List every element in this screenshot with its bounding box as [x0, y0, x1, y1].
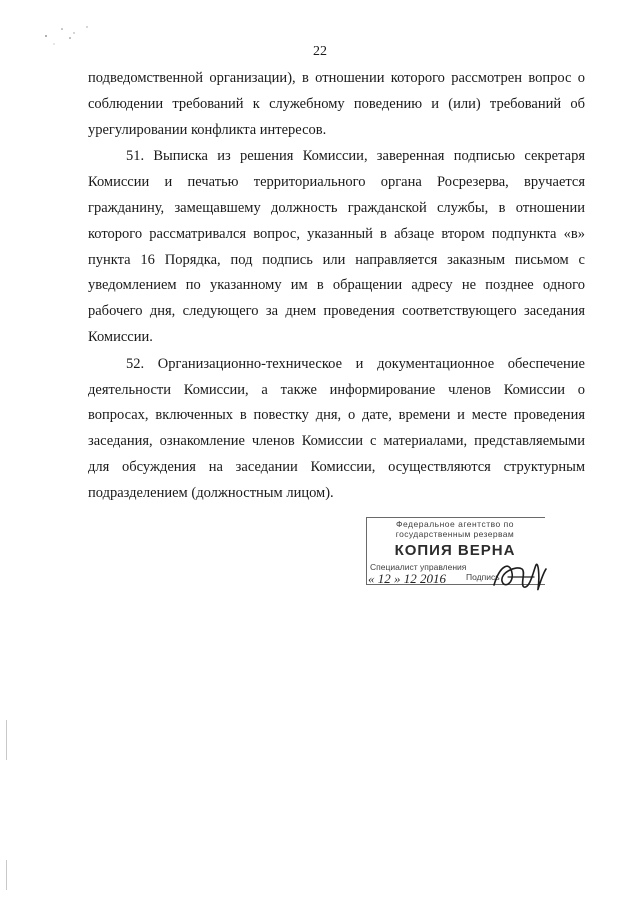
handwritten-signature [490, 555, 548, 595]
stamp-org-line1: Федеральное агентство по [396, 519, 514, 529]
paragraph-52: 52. Организационно-техническое и документационное обеспечение деятельности Комиссии, а также информирование членов Комиссии о вопросах, включенных в повестку дня, о дате, времени и месте проведения заседания, ознакомление членов Комиссии с материалами, представляемыми для обсуждения на заседании Комиссии, осуществляются структурным подразделением (должностным лицом). [88, 355, 585, 501]
paragraph-continuation: подведомственной организации), в отношении которого рассмотрен вопрос о соблюдении требований к служебному поведению и (или) требований об урегулировании конфликта интересов. [88, 70, 585, 138]
stamp-date: « 12 » 12 2016 [368, 571, 446, 586]
paragraph-51: 51. Выписка из решения Комиссии, заверенная подписью секретаря Комиссии и печатью территориального органа Росрезерва, вручается гражданину, замещавшему должность гражданской службы, в отношении которого рассматривался вопрос, указанный в абзаце втором подпункта «в» пункта 16 Порядка, под подпись или направляется заказным письмом с уведомлением по указанному им в обращении адресу не позднее одного рабочего дня, следующего за днем проведения соответствующего заседания Комиссии. [88, 148, 585, 345]
scan-edge-mark [6, 720, 7, 760]
scan-edge-mark [6, 860, 7, 890]
certified-copy-stamp [362, 515, 548, 593]
stamp-title: КОПИЯ ВЕРНА [394, 542, 516, 559]
page-number: 22 [313, 44, 327, 59]
stamp-signature-label: Подпись [466, 572, 500, 582]
stamp-org-line2: государственным резервам [395, 529, 515, 539]
document-body [88, 66, 585, 507]
stamp-detail: Специалист управления [370, 562, 467, 572]
